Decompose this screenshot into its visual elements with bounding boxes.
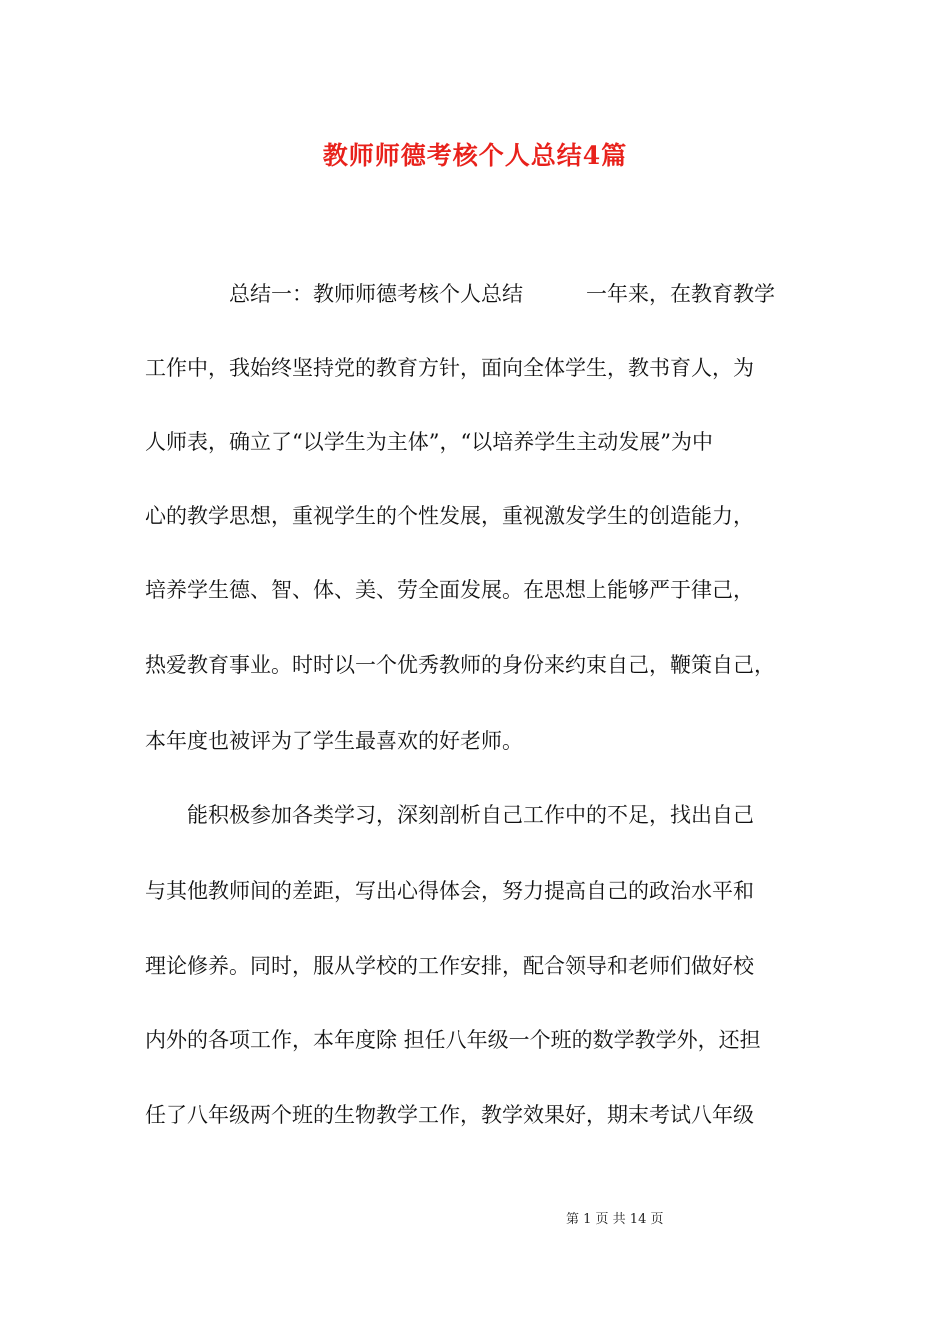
body-line: 内外的各项工作，本年度除 担任八年级一个班的数学教学外，还担 bbox=[145, 1028, 761, 1052]
page-number: 第 1 页 共 14 页 bbox=[566, 1212, 664, 1227]
body-line: 任了八年级两个班的生物教学工作，教学效果好，期末考试八年级 bbox=[145, 1103, 754, 1127]
document-title: 教师师德考核个人总结4篇 bbox=[322, 141, 628, 170]
body-line: 与其他教师间的差距，写出心得体会，努力提高自己的政治水平和 bbox=[145, 879, 754, 903]
body-line: 培养学生德、智、体、美、劳全面发展。在思想上能够严于律己， bbox=[145, 578, 754, 602]
body-line: 总结一：教师师德考核个人总结 一年来，在教育教学 bbox=[145, 282, 775, 306]
body-line: 工作中，我始终坚持党的教育方针，面向全体学生，教书育人，为 bbox=[145, 356, 754, 380]
body-line: 热爱教育事业。时时以一个优秀教师的身份来约束自己，鞭策自己， bbox=[145, 653, 775, 677]
body-line: 人师表，确立了“以学生为主体”，“以培养学生主动发展”为中 bbox=[145, 430, 713, 454]
body-line: 理论修养。同时，服从学校的工作安排，配合领导和老师们做好校 bbox=[145, 954, 754, 978]
body-line: 能积极参加各类学习，深刻剖析自己工作中的不足，找出自己 bbox=[145, 803, 754, 827]
body-line: 心的教学思想，重视学生的个性发展，重视激发学生的创造能力， bbox=[145, 504, 754, 528]
body-line: 本年度也被评为了学生最喜欢的好老师。 bbox=[145, 729, 523, 753]
